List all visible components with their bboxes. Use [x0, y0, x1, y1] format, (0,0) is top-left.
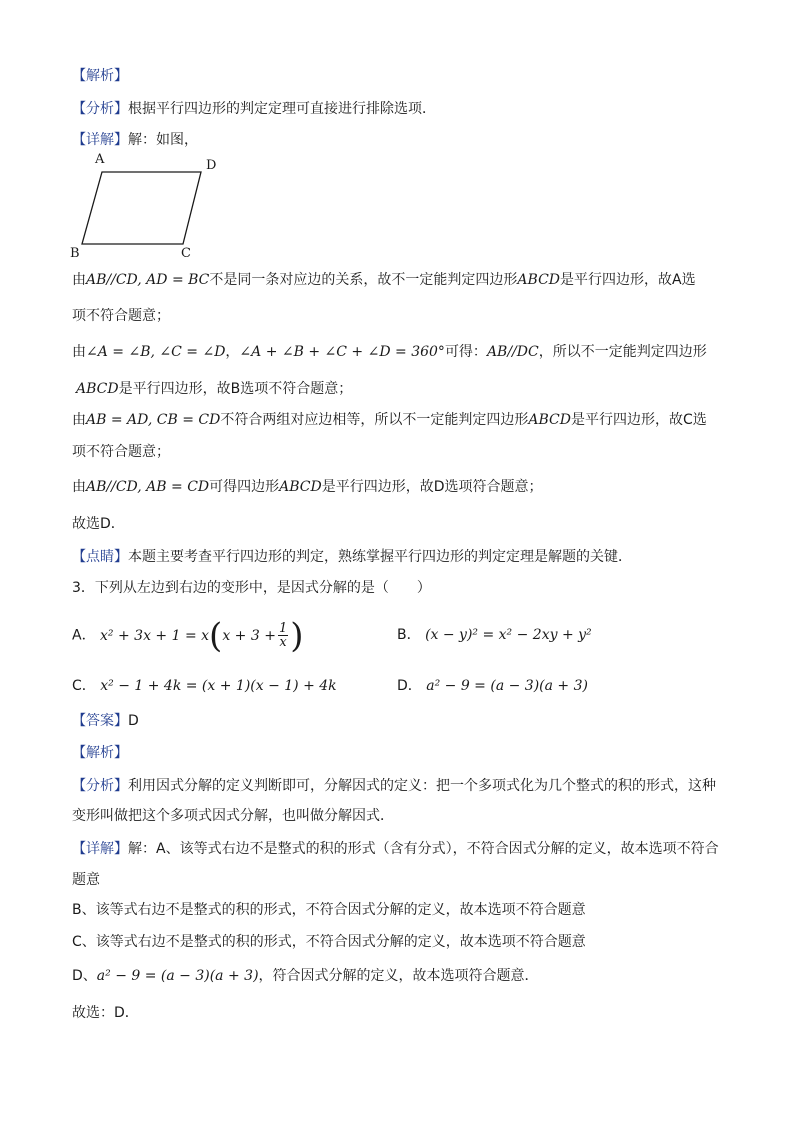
question-3-stem: 3．下列从左边到右边的变形中，是因式分解的是（ ）	[72, 580, 431, 596]
math-expr: AB//CD, AD = BC	[86, 272, 210, 288]
math-expr: AB//DC	[486, 344, 539, 360]
choice-a-expr	[100, 615, 304, 656]
reason-text: 是平行四边形，故C选	[570, 412, 707, 428]
key-point-tag: 【点睛】	[72, 549, 128, 565]
text-you: 由	[72, 272, 86, 288]
choice-d-expr: a² − 9 = (a − 3)(a + 3)	[426, 678, 588, 694]
vertex-label-d: D	[206, 158, 217, 173]
choice-label: A．	[72, 627, 96, 644]
option-c-reason-cont: 项不符合题意；	[72, 444, 170, 460]
reason-text: 是平行四边形，故B选项不符合题意；	[118, 381, 353, 397]
reason-text: 是平行四边形，故A选	[560, 272, 696, 288]
vertex-label-c: C	[181, 246, 191, 261]
math-expr: ABCD	[279, 479, 322, 495]
math-expr: AB//CD, AB = CD	[86, 479, 210, 495]
text-you: 由	[72, 479, 86, 495]
separator: ，	[225, 344, 240, 360]
q3-conclusion: 故选：D．	[72, 1005, 139, 1021]
analysis-text: 利用因式分解的定义判断即可，分解因式的定义：把一个多项式化为几个整式的积的形式，这种	[128, 778, 716, 794]
reason-text: 是平行四边形，故D选项符合题意；	[321, 479, 543, 495]
option-prefix: D、	[72, 968, 97, 984]
reason-text: 不符合两组对应边相等，所以不一定能判定四边形	[220, 412, 529, 428]
choice-label: D．	[397, 678, 422, 694]
text-you: 由	[72, 344, 86, 360]
choice-label: B．	[397, 627, 421, 643]
choice-c	[72, 676, 337, 696]
math-expr: ∠A + ∠B + ∠C + ∠D = 360°	[239, 344, 445, 360]
q3-option-c-reason: C、该等式右边不是整式的积的形式，不符合因式分解的定义，故本选项不符合题意	[72, 934, 586, 950]
option-a-reason-cont: 项不符合题意；	[72, 308, 170, 324]
option-d-reason	[72, 477, 543, 497]
math-expr: ABCD	[76, 381, 119, 397]
answer-value: D	[128, 713, 139, 729]
choice-c-expr: x² − 1 + 4k = (x + 1)(x − 1) + 4k	[100, 678, 337, 694]
answer-line	[72, 711, 139, 731]
analysis-tag: 【分析】	[72, 101, 128, 117]
parallelogram-figure	[68, 152, 228, 262]
math-expr: x² + 3x + 1 = x	[100, 627, 210, 644]
paren-left: (	[209, 615, 223, 656]
reason-text: 不是同一条对应边的关系，故不一定能判定四边形	[209, 272, 518, 288]
reason-text: ，符合因式分解的定义，故本选项符合题意．	[258, 968, 539, 984]
detail-tag: 【详解】	[72, 132, 128, 148]
answer-tag: 【答案】	[72, 713, 128, 729]
option-b-reason-cont	[76, 379, 352, 399]
key-point-paragraph	[72, 547, 632, 567]
key-point-text: 本题主要考查平行四边形的判定，熟练掌握平行四边形的判定定理是解题的关键．	[128, 549, 632, 565]
q3-analysis-paragraph	[72, 776, 716, 796]
reason-text: 可得四边形	[209, 479, 280, 495]
math-expr: AB = AD, CB = CD	[86, 412, 221, 428]
analysis-heading: 【解析】	[72, 68, 128, 84]
parallelogram-shape	[82, 172, 201, 244]
detail-paragraph	[72, 130, 198, 150]
option-c-reason	[72, 410, 707, 430]
math-expr: a² − 9 = (a − 3)(a + 3)	[96, 968, 259, 984]
vertex-label-a: A	[95, 152, 105, 167]
fraction-numerator: 1	[278, 621, 288, 636]
text-you: 由	[72, 412, 86, 428]
fraction	[278, 622, 288, 649]
choice-d	[397, 676, 588, 696]
analysis-heading: 【解析】	[72, 745, 128, 761]
choice-label: C．	[72, 678, 96, 694]
math-expr: ABCD	[517, 272, 561, 288]
q3-analysis-cont: 变形叫做把这个多项式因式分解，也叫做分解因式．	[72, 808, 394, 824]
q3-detail-paragraph	[72, 839, 719, 859]
q3-detail-cont: 题意	[72, 872, 100, 888]
fraction-denominator: x	[279, 635, 287, 650]
analysis-text: 根据平行四边形的判定定理可直接进行排除选项．	[128, 101, 436, 117]
reason-text: ，所以不一定能判定四边形	[538, 344, 707, 360]
math-expr: ∠A = ∠B, ∠C = ∠D	[86, 344, 226, 360]
option-a-reason	[72, 270, 696, 290]
q3-option-b-reason: B、该等式右边不是整式的积的形式，不符合因式分解的定义，故本选项不符合题意	[72, 902, 586, 918]
reason-text: 可得：	[444, 344, 487, 360]
math-expr: x + 3 +	[222, 627, 276, 644]
conclusion-text: 故选D．	[72, 516, 125, 532]
choice-a	[72, 615, 304, 656]
detail-text: 解：A、该等式右边不是整式的积的形式（含有分式），不符合因式分解的定义，故本选项不符合	[128, 841, 719, 857]
vertex-label-b: B	[70, 246, 80, 261]
analysis-paragraph	[72, 99, 436, 119]
paren-right: )	[290, 615, 304, 656]
option-b-reason	[72, 342, 707, 362]
choice-b-expr: (x − y)² = x² − 2xy + y²	[425, 627, 592, 643]
choice-b	[397, 625, 592, 645]
detail-tag: 【详解】	[72, 841, 128, 857]
detail-text: 解：如图，	[128, 132, 198, 148]
math-expr: ABCD	[528, 412, 571, 428]
q3-option-d-reason	[72, 966, 539, 986]
analysis-tag: 【分析】	[72, 778, 128, 794]
